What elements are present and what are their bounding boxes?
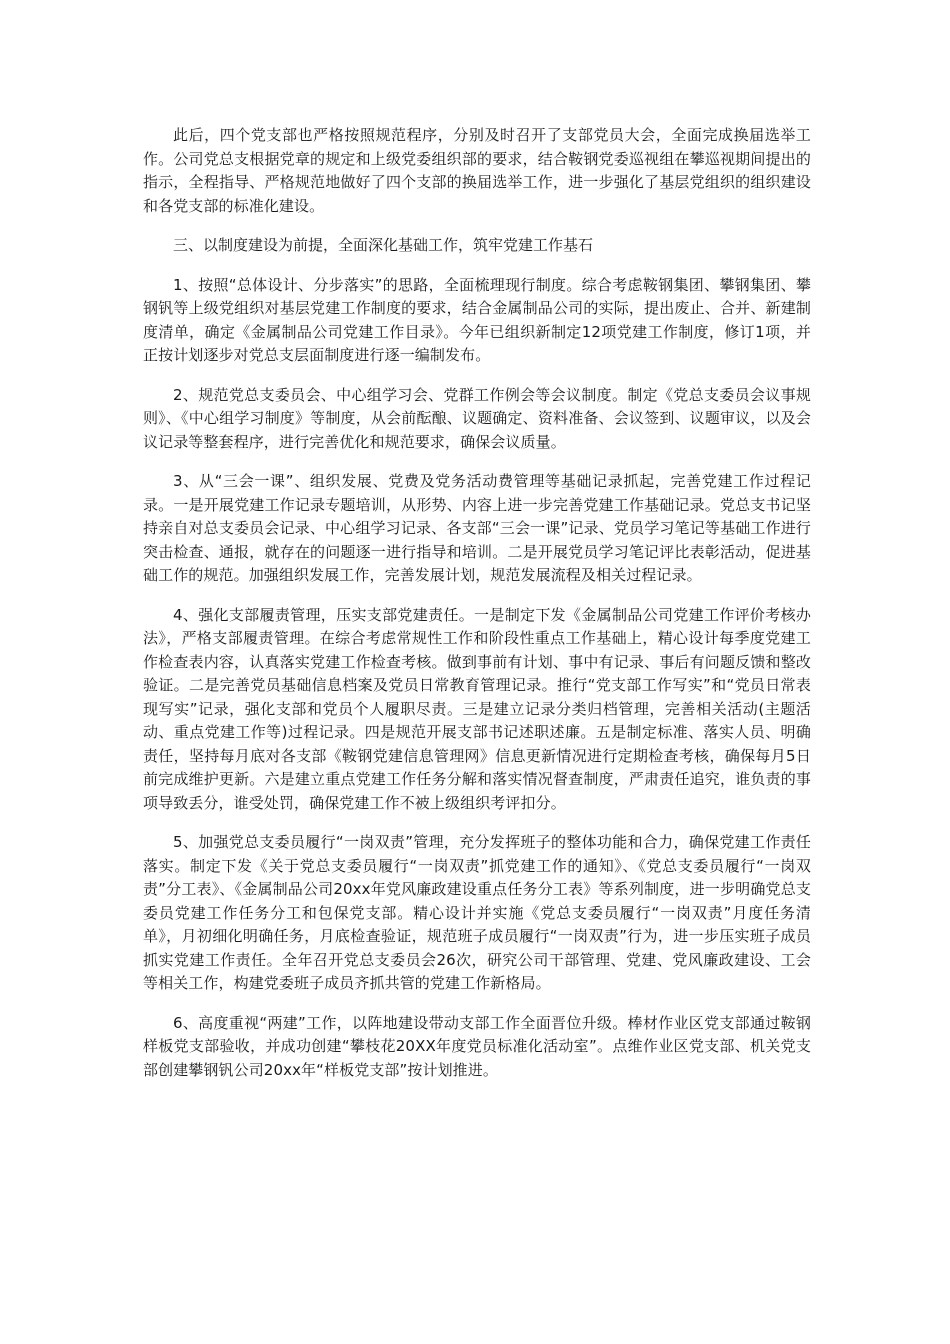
paragraph-item-5: 5、加强党总支委员履行“一岗双责”管理，充分发挥班子的整体功能和合力，确保党建工作责任落实。制定下发《关于党总支委员履行“一岗双责”抓党建工作的通知》、《党总支委员履行“一岗双责”分工表》、《金属制品公司20xx年党风廉政建设重点任务分工表》等系列制度，进一步明确党总支委员党建工作任务分工和包保党支部。精心设计并实施《党总支委员履行“一岗双责”月度任务清单》，月初细化明确任务，月底检查验证，规范班子成员履行“一岗双责”行为，进一步压实班子成员抓实党建工作责任。全年召开党总支委员会26次，研究公司干部管理、党建、党风廉政建设、工会等相关工作，构建党委班子成员齐抓共管的党建工作新格局。	[143, 833, 811, 992]
document-body	[143, 124, 811, 1098]
paragraph-item-4: 4、强化支部履责管理，压实支部党建责任。一是制定下发《金属制品公司党建工作评价考核办法》，严格支部履责管理。在综合考虑常规性工作和阶段性重点工作基础上，精心设计每季度党建工作检查表内容，认真落实党建工作检查考核。做到事前有计划、事中有记录、事后有问题反馈和整改验证。二是完善党员基础信息档案及党员日常教育管理记录。推行“党支部工作写实”和“党员日常表现写实”记录，强化支部和党员个人履职尽责。三是建立记录分类归档管理，完善相关活动(主题活动、重点党建工作等)过程记录。四是规范开展支部书记述职述廉。五是制定标准、落实人员、明确责任，坚持每月底对各支部《鞍钢党建信息管理网》信息更新情况进行定期检查考核，确保每月5日前完成维护更新。六是建立重点党建工作任务分解和落实情况督查制度，严肃责任追究，谁负责的事项导致丢分，谁受处罚，确保党建工作不被上级组织考评扣分。	[143, 605, 811, 812]
paragraph-1: 此后，四个党支部也严格按照规范程序，分别及时召开了支部党员大会，全面完成换届选举工作。公司党总支根据党章的规定和上级党委组织部的要求，结合鞍钢党委巡视组在攀巡视期间提出的指示，全程指导、严格规范地做好了四个支部的换届选举工作，进一步强化了基层党组织的组织建设和各党支部的标准化建设。	[143, 126, 811, 215]
paragraph-item-1: 1、按照“总体设计、分步落实”的思路，全面梳理现行制度。综合考虑鞍钢集团、攀钢集团、攀钢钒等上级党组织对基层党建工作制度的要求，结合金属制品公司的实际，提出废止、合并、新建制度清单，确定《金属制品公司党建工作目录》。今年已组织新制定12项党建工作制度，修订1项，并正按计划逐步对党总支层面制度进行逐一编制发布。	[143, 275, 811, 364]
paragraph-item-3: 3、从“三会一课”、组织发展、党费及党务活动费管理等基础记录抓起，完善党建工作过程记录。一是开展党建工作记录专题培训，从形势、内容上进一步完善党建工作基础记录。党总支书记坚持亲自对总支委员会记录、中心组学习记录、各支部“三会一课”记录、党员学习笔记等基础工作进行突击检查、通报，就存在的问题逐一进行指导和培训。二是开展党员学习笔记评比表彰活动，促进基础工作的规范。加强组织发展工作，完善发展计划，规范发展流程及相关过程记录。	[143, 472, 811, 584]
paragraph-item-6: 6、高度重视“两建”工作，以阵地建设带动支部工作全面晋位升级。棒材作业区党支部通过鞍钢样板党支部验收，并成功创建“攀枝花20XX年度党员标准化活动室”。点维作业区党支部、机关党支部创建攀钢钒公司20xx年“样板党支部”按计划推进。	[143, 1013, 811, 1079]
section-heading-3: 三、以制度建设为前提，全面深化基础工作，筑牢党建工作基石	[173, 236, 594, 254]
paragraph-item-2: 2、规范党总支委员会、中心组学习会、党群工作例会等会议制度。制定《党总支委员会议事规则》、《中心组学习制度》等制度，从会前酝酿、议题确定、资料准备、会议签到、议题审议，以及会议记录等整套程序，进行完善优化和规范要求，确保会议质量。	[143, 385, 811, 451]
